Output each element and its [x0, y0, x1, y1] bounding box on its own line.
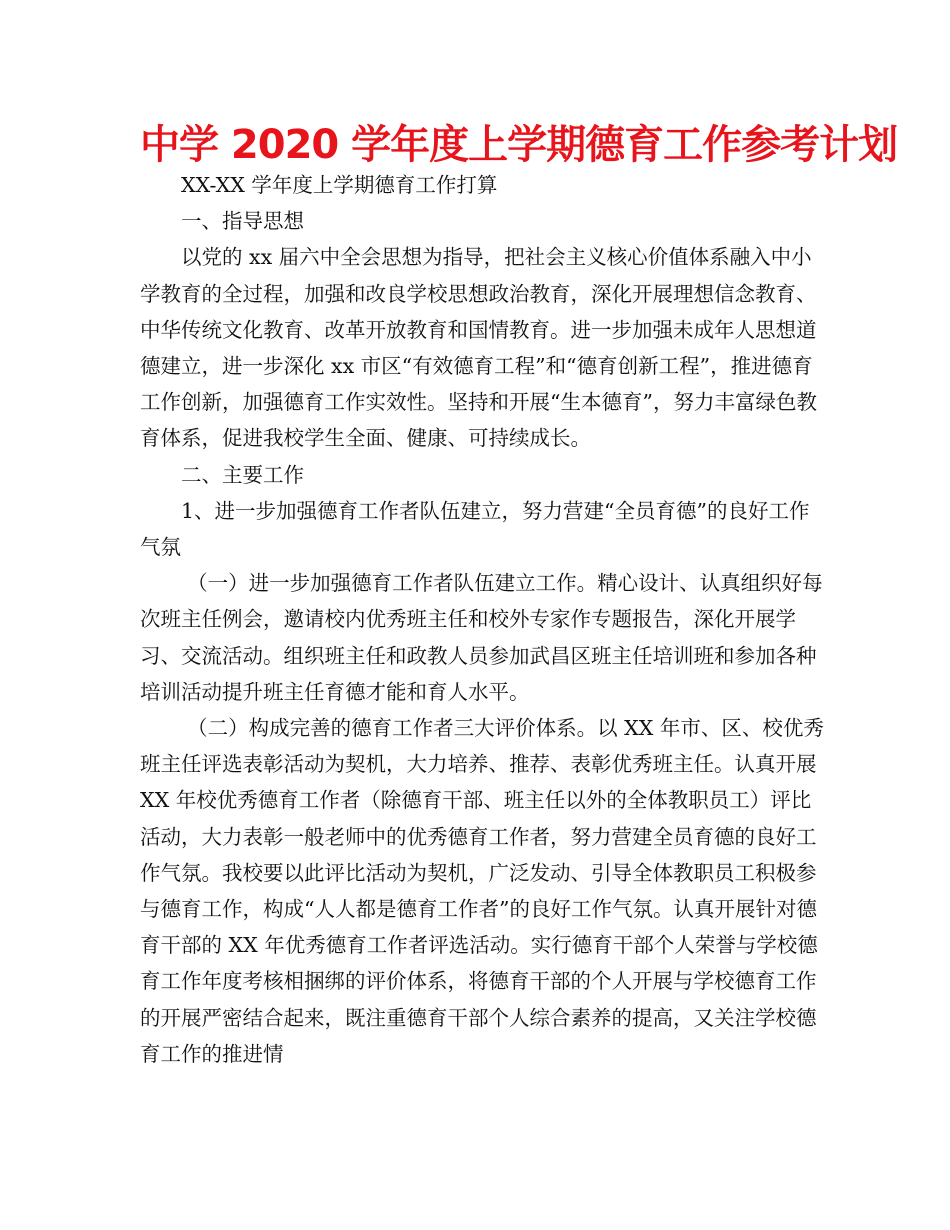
paragraph-guiding-thought: 以党的 xx 届六中全会思想为指导，把社会主义核心价值体系融入中小学教育的全过程，加强和改良学校思想政治教育，深化开展理想信念教育、中华传统文化教育、改革开放教育和国情教育。进一步加强未成年人思想道德建立，进一步深化 xx 市区“有效德育工程”和“德育创新工程”，推进德育工作创新，加强德育工作实效性。坚持和开展“生本德育”，努力丰富绿色教育体系，促进我校学生全面、健康、可持续成长。	[140, 245, 817, 451]
paragraph-subitem-1: （一）进一步加强德育工作者队伍建立工作。精心设计、认真组织好每次班主任例会，邀请校内优秀班主任和校外专家作专题报告，深化开展学习、交流活动。组织班主任和政教人员参加武昌区班主任培训班和参加各种培训活动提升班主任育德才能和育人水平。	[140, 571, 823, 704]
document-title: 中学 2020 学年度上学期德育工作参考计划	[140, 122, 898, 168]
plan-subtitle: XX-XX 学年度上学期德育工作打算	[181, 173, 498, 197]
item-heading-1: 1、进一步加强德育工作者队伍建立，努力营建“全员育德”的良好工作气氛	[140, 498, 810, 560]
section-heading-main-work: 二、主要工作	[181, 462, 304, 487]
section-heading-guiding-thought: 一、指导思想	[181, 209, 304, 234]
document-body	[140, 167, 825, 1072]
paragraph-subitem-2: （二）构成完善的德育工作者三大评价体系。以 XX 年市、区、校优秀班主任评选表彰活动为契机，大力培养、推荐、表彰优秀班主任。认真开展 XX 年校优秀德育工作者（除德育干部、班主任以外的全体教职员工）评比活动，大力表彰一般老师中的优秀德育工作者，努力营建全员育德的良好工作气氛。我校要以此评比活动为契机，广泛发动、引导全体教职员工积极参与德育工作，构成“人人都是德育工作者”的良好工作气氛。认真开展针对德育干部的 XX 年优秀德育工作者评选活动。实行德育干部个人荣誉与学校德育工作年度考核相捆绑的评价体系，将德育干部的个人开展与学校德育工作的开展严密结合起来，既注重德育干部个人综合素养的提高，又关注学校德育工作的推进情	[140, 716, 824, 1066]
